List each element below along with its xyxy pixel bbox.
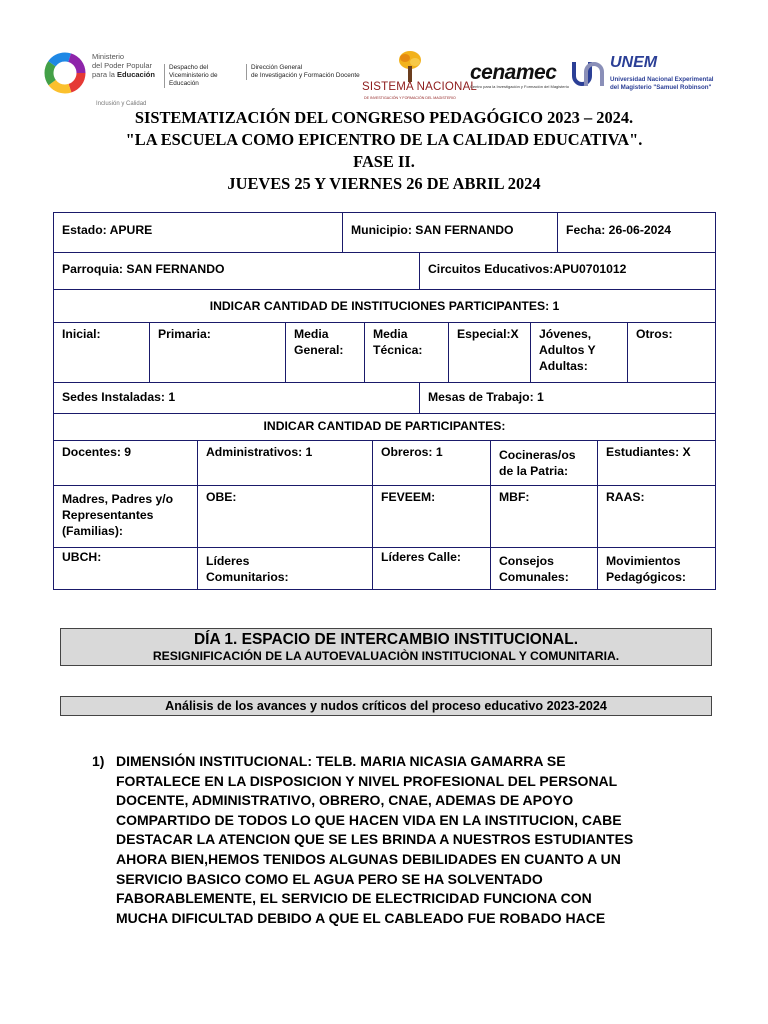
title-line-4: JUEVES 25 Y VIERNES 26 DE ABRIL 2024	[227, 174, 541, 193]
title-line-2: "LA ESCUELA COMO EPICENTRO DE LA CALIDAD EDUCATIVA".	[125, 130, 643, 149]
parroquia-cell: Parroquia: SAN FERNANDO	[54, 252, 420, 289]
title-line-1: SISTEMATIZACIÓN DEL CONGRESO PEDAGÓGICO 2023 – 2024.	[134, 108, 634, 127]
lideres-comunitarios-cell: Líderes Comunitarios:	[198, 547, 373, 589]
day-subtitle: RESIGNIFICACIÓN DE LA AUTOEVALUACIÒN INSTITUCIONAL Y COMUNITARIA.	[152, 649, 620, 663]
media-general-cell: Media General:	[286, 322, 365, 382]
table-row	[54, 322, 715, 383]
direccion-label: Dirección General de Investigación y Formación Docente	[246, 64, 367, 80]
municipio-cell: Municipio: SAN FERNANDO	[343, 213, 558, 252]
unem-subtitle: Universidad Nacional Experimental del Magisterio "Samuel Robinson"	[610, 76, 714, 91]
ministry-ring-icon	[44, 52, 86, 94]
table-row	[54, 213, 715, 253]
day-title: DÍA 1. ESPACIO DE INTERCAMBIO INSTITUCIONAL.	[193, 631, 579, 648]
ubch-cell: UBCH:	[54, 547, 198, 589]
unem-logo	[570, 52, 742, 102]
cenamec-subtitle: Centro para la Investigación y Formación del Magisterio	[470, 84, 569, 89]
fecha-cell: Fecha: 26-06-2024	[566, 223, 672, 237]
sistema-nacional-logo	[362, 50, 478, 106]
participantes-header: INDICAR CANTIDAD DE PARTICIPANTES:	[263, 419, 506, 433]
table-row	[54, 440, 715, 486]
info-table	[53, 212, 716, 590]
estudiantes-cell: Estudiantes: X	[606, 445, 691, 459]
sedes-cell: Sedes Instaladas: 1	[54, 382, 420, 413]
unem-title: UNEM	[610, 54, 658, 71]
especial-cell: Especial:X	[449, 322, 531, 382]
movimientos-cell: Movimientos Pedagógicos:	[606, 554, 686, 584]
madres-cell: Madres, Padres y/o Representantes (Familias):	[54, 485, 198, 547]
instituciones-header: INDICAR CANTIDAD DE INSTITUCIONES PARTICIPANTES: 1	[209, 299, 560, 313]
feveem-cell: FEVEEM:	[373, 485, 491, 547]
sistema-title: SISTEMA NACIONAL	[362, 81, 478, 93]
cenamec-logo	[470, 61, 569, 89]
document-title	[40, 107, 728, 195]
primaria-cell: Primaria:	[150, 322, 286, 382]
analysis-banner: Análisis de los avances y nudos críticos del proceso educativo 2023-2024	[60, 696, 712, 716]
table-row	[54, 289, 715, 323]
ministry-tagline: Inclusión y Calidad	[96, 101, 147, 107]
docentes-cell: Docentes: 9	[54, 440, 198, 485]
despacho-label: Despacho del Viceministerio de Educación	[164, 64, 247, 88]
otros-cell: Otros:	[636, 327, 673, 341]
mbf-cell: MBF:	[491, 485, 598, 547]
cocineras-cell: Cocineras/os de la Patria:	[491, 440, 598, 485]
header-logos	[40, 44, 740, 112]
raas-cell: RAAS:	[606, 490, 645, 504]
unem-mark-icon	[570, 56, 606, 92]
circuitos-cell: Circuitos Educativos:APU0701012	[428, 262, 627, 276]
cenamec-title: cenamec	[470, 61, 557, 84]
table-row	[54, 485, 715, 548]
ministry-logo	[40, 46, 165, 112]
item-text: DIMENSIÓN INSTITUCIONAL: TELB. MARIA NICASIA GAMARRA SE FORTALECE EN LA DISPOSICION Y NIVEL PROFESIONAL DEL PERSONAL DOCENTE, ADMINISTRATIVO, OBRERO, CNAE, ADEMAS DE APOYO COMPARTIDO DE TODOS LO QUE HACEN VIDA EN LA INSTITUCION, CABE DESTACAR LA ATENCION QUE SE LES BRINDA A NUESTROS ESTUDIANTES AHORA BIEN,HEMOS TENIDOS ALGUNAS DEBILIDADES EN CUANTO A UN SERVICIO BASICO COMO EL AGUA PERO SE HA SOLVENTADO FABORABLEMENTE, EL SERVICIO DE ELECTRICIDAD FUNCIONA CON MUCHA DIFICULTAD DEBIDO A QUE EL CABLEADO FUE ROBADO HACE	[116, 753, 634, 926]
day-banner	[60, 628, 712, 666]
ministry-name: Ministerio del Poder Popular para la Educación	[92, 52, 155, 79]
item-number: 1)	[92, 753, 105, 769]
lideres-calle-cell: Líderes Calle:	[373, 547, 491, 589]
jovenes-cell: Jóvenes, Adultos Y Adultas:	[531, 322, 628, 382]
obe-cell: OBE:	[198, 485, 373, 547]
table-row	[54, 252, 715, 290]
inicial-cell: Inicial:	[54, 322, 150, 382]
table-row	[54, 413, 715, 441]
obreros-cell: Obreros: 1	[373, 440, 491, 485]
sistema-subtitle: DE INVESTIGACIÓN Y FORMACIÓN DEL MAGISTERIO	[364, 96, 456, 100]
title-line-3: FASE II.	[353, 152, 415, 171]
mesas-cell: Mesas de Trabajo: 1	[428, 390, 544, 404]
table-row	[54, 382, 715, 414]
administrativos-cell: Administrativos: 1	[198, 440, 373, 485]
table-row	[54, 547, 715, 589]
consejos-cell: Consejos Comunales:	[491, 547, 598, 589]
media-tecnica-cell: Media Técnica:	[365, 322, 449, 382]
estado-cell: Estado: APURE	[54, 213, 343, 252]
tree-icon	[396, 50, 424, 84]
